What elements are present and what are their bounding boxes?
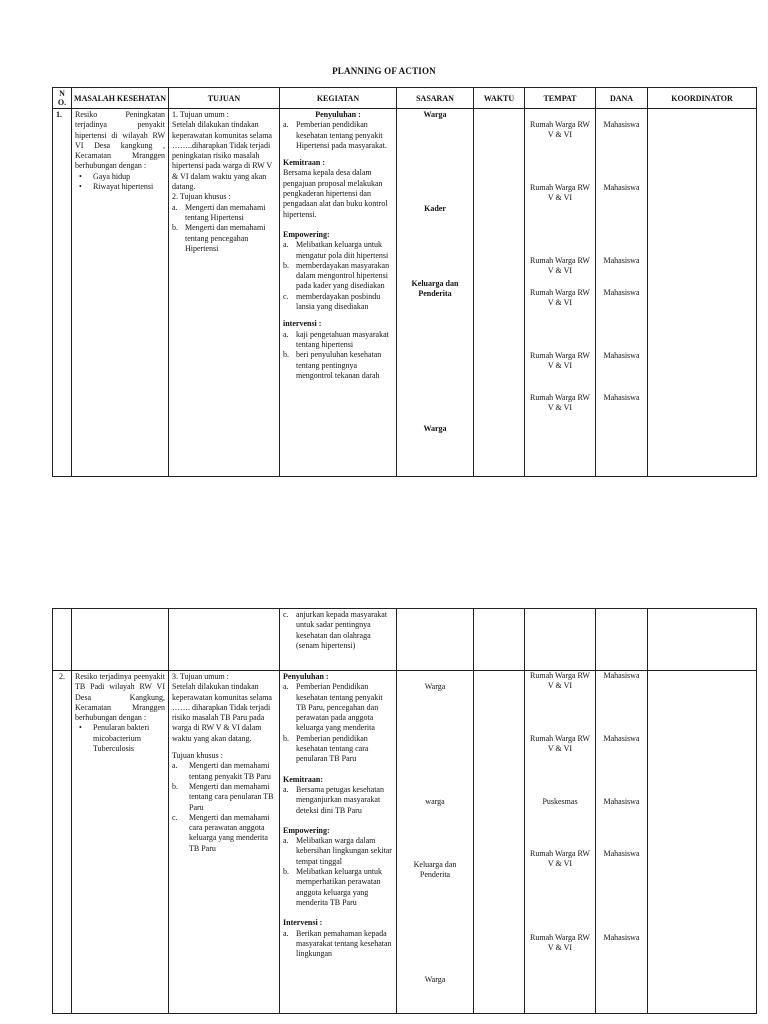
list-item: a. Mengerti dan memahami tentang penyakit TB Paru — [172, 761, 271, 781]
list-item: • Penularan bakteri micobacterium Tuberculosis — [75, 723, 165, 754]
list-item: b. Melibatkan keluarga untuk memperhatikan perawatan anggota keluarga yang menderita TB Paru — [283, 867, 383, 907]
sasaran-cell — [397, 109, 474, 477]
sasaran-cell — [397, 671, 474, 1014]
dana-item: Mahasiswa — [603, 256, 640, 265]
dana-item: Mahasiswa — [603, 933, 640, 942]
tempat-item: Rumah Warga RW V & VI — [530, 351, 590, 371]
dana-item: Mahasiswa — [603, 183, 640, 192]
planning-table-2 — [52, 608, 757, 1014]
tempat-item: Rumah Warga RW V & VI — [530, 933, 590, 953]
tujuan-umum-title: 3. Tujuan umum : — [172, 672, 229, 681]
tujuan-khusus-title: 2. Tujuan khusus : — [172, 192, 231, 202]
tujuan-umum-text: Setelah dilakukan tindakan keperawatan komunitas selama ……..diharapkan Tidak terjadi peningkatan risiko masalah hipertensi pada warga di RW V & VI dalam waktu yang akan datang. — [172, 120, 273, 192]
tujuan-khusus-title: Tujuan khusus : — [172, 751, 223, 761]
tujuan-umum-text: Setelah dilakukan tindakan keperawatan komunitas selama ……. diharapkan Tidak terjadi risiko masalah TB Paru pada warga di RW V & VI dalam waktu yang akan datang. — [172, 682, 272, 743]
koordinator-cell — [648, 671, 757, 1014]
tempat-item: Rumah Warga RW V & VI — [530, 256, 590, 276]
tempat-cell — [525, 671, 596, 1014]
header-row — [53, 88, 757, 109]
list-item: c. anjurkan kepada masyarakat untuk sadar pentingnya kesehatan dan olahraga (senam hipertensi) — [283, 610, 388, 650]
list-item: b. Mengerti dan memahami tentang cara penularan TB Paru — [172, 781, 274, 812]
tujuan-cell — [169, 109, 280, 477]
sasaran-item: Warga — [424, 682, 446, 691]
list-item: b. beri penyuluhan kesehatan tentang pentingnya mengontrol tekanan darah — [283, 350, 382, 380]
list-item: a. Melibatkan warga dalam kebersihan lingkungan sekitar tempat tinggal — [283, 836, 392, 866]
header-tempat: TEMPAT — [525, 88, 596, 109]
dana-item: Mahasiswa — [603, 671, 640, 680]
waktu-cell — [474, 671, 525, 1014]
tempat-item: Rumah Warga RW V & VI — [530, 734, 590, 754]
table-row — [53, 671, 757, 1014]
tempat-item: Rumah Warga RW V & VI — [530, 288, 590, 308]
intervensi-title: intervensi : — [283, 319, 322, 329]
list-item: a. Berikan pemahaman kepada masyarakat tentang kesehatan lingkungan — [283, 928, 392, 959]
tempat-item: Rumah Warga RW V & VI — [530, 849, 590, 869]
header-tujuan: TUJUAN — [169, 88, 280, 109]
dana-item: Mahasiswa — [603, 351, 640, 360]
sasaran-item: Kader — [424, 204, 446, 213]
list-item: c. Mengerti dan memahami cara perawatan anggota keluarga yang menderita TB Paru — [172, 812, 270, 853]
list-item: • Riwayat hipertensi — [75, 182, 165, 192]
dana-item: Mahasiswa — [603, 797, 640, 806]
header-kegiatan: KEGIATAN — [280, 88, 397, 109]
list-item: a. Pemberian pendidikan kesehatan tentang penyakit Hipertensi pada masyarakat. — [283, 120, 387, 150]
list-item: a. kaji pengetahuan masyarakat tentang hipertensi — [283, 329, 389, 349]
header-koordinator: KOORDINATOR — [648, 88, 757, 109]
list-item: c. memberdayakan posbindu lansia yang disediakan — [283, 291, 381, 312]
empowering-title: Empowering: — [283, 825, 330, 835]
row-number: 2. — [53, 671, 72, 1014]
list-item: a. Melibatkan keluarga untuk mengatur pola diit hipertensi — [283, 240, 389, 260]
tujuan-umum-title: 1. Tujuan umum : — [172, 110, 229, 119]
kegiatan-cell — [280, 671, 397, 1014]
header-sasaran: SASARAN — [397, 88, 474, 109]
kegiatan-cell — [280, 109, 397, 477]
list-item: b. Pemberian pendidikan kesehatan tentang cara penularan TB Paru — [283, 733, 369, 764]
header-masalah: MASALAH KESEHATAN — [72, 88, 169, 109]
planning-table-1 — [52, 87, 757, 477]
masalah-text: Resiko terjadinya peenyakit TB Padi wilayah RW VI Desa Kangkung, Kecamatan Mranggen berhubungan dengan : — [75, 672, 165, 723]
bullet-icon: • — [79, 723, 82, 733]
dana-item: Mahasiswa — [603, 849, 640, 858]
sasaran-item: warga — [425, 797, 445, 806]
tempat-item: Rumah Warga RW V & VI — [530, 671, 590, 691]
sasaran-item: Keluarga dan Penderita — [413, 860, 457, 880]
tempat-item: Rumah Warga RW V & VI — [530, 120, 590, 140]
intervensi-title: Intervensi : — [283, 918, 323, 928]
sasaran-item: Warga — [423, 110, 447, 119]
table-row — [53, 109, 757, 477]
header-no: N O. — [53, 88, 72, 109]
empowering-title: Empowering: — [283, 229, 330, 239]
list-item: a. Pemberian Pendidikan kesehatan tentang penyakit TB Paru, pencegahan dan perawatan pada anggota keluarga yang menderita — [283, 682, 383, 733]
kemitraan-title: Kemitraan : — [283, 158, 325, 168]
list-item: b. memberdayakan masyarakan dalam mengontrol hipertensi pada kader yang disediakan — [283, 260, 390, 291]
header-waktu: WAKTU — [474, 88, 525, 109]
masalah-cell — [72, 671, 169, 1014]
kegiatan-cell — [280, 609, 397, 671]
list-item: b. Mengerti dan memahami tentang pencegahan Hipertensi — [172, 223, 266, 253]
dana-item: Mahasiswa — [603, 393, 640, 402]
masalah-text: Resiko Peningkatan terjadinya penyakit hipertensi di wilayah RW VI Desa kangkung , Kecamatan Mranggen berhubungan dengan : — [75, 110, 165, 171]
dana-cell — [596, 109, 648, 477]
bullet-icon: • — [79, 171, 82, 181]
masalah-cell — [72, 109, 169, 477]
sasaran-item: Warga — [423, 424, 447, 433]
tempat-item: Puskesmas — [542, 797, 578, 806]
penyuluhan-title: Penyuluhan : — [283, 672, 329, 681]
dana-cell — [596, 671, 648, 1014]
koordinator-cell — [648, 109, 757, 477]
header-dana: DANA — [596, 88, 648, 109]
dana-item: Mahasiswa — [603, 288, 640, 297]
bullet-icon: • — [79, 182, 82, 192]
tempat-item: Rumah Warga RW V & VI — [530, 183, 590, 203]
tempat-item: Rumah Warga RW V & VI — [530, 393, 590, 413]
penyuluhan-title: Penyuluhan : — [315, 110, 361, 119]
list-item: a. Mengerti dan memahami tentang Hipertensi — [172, 202, 266, 222]
dana-item: Mahasiswa — [603, 120, 640, 129]
table-row — [53, 609, 757, 671]
list-item: • Gaya hidup — [75, 172, 165, 182]
sasaran-item: Warga — [424, 975, 446, 984]
kemitraan-text: Bersama kepala desa dalam pengajuan proposal melakukan pengkaderan hipertensi dan pengadaan alat dan buku kontrol hipertensi. — [283, 168, 388, 219]
kemitraan-title: Kemitraan: — [283, 774, 323, 784]
list-item: a. Bersama petugas kesehatan menganjurkan masyarakat deteksi dini TB Paru — [283, 784, 384, 815]
tempat-cell — [525, 109, 596, 477]
tujuan-cell — [169, 671, 280, 1014]
page-title: PLANNING OF ACTION — [332, 66, 436, 76]
sasaran-item: Keluarga dan Penderita — [411, 279, 459, 299]
waktu-cell — [474, 109, 525, 477]
dana-item: Mahasiswa — [603, 734, 640, 743]
row-number: 1. — [53, 109, 72, 477]
